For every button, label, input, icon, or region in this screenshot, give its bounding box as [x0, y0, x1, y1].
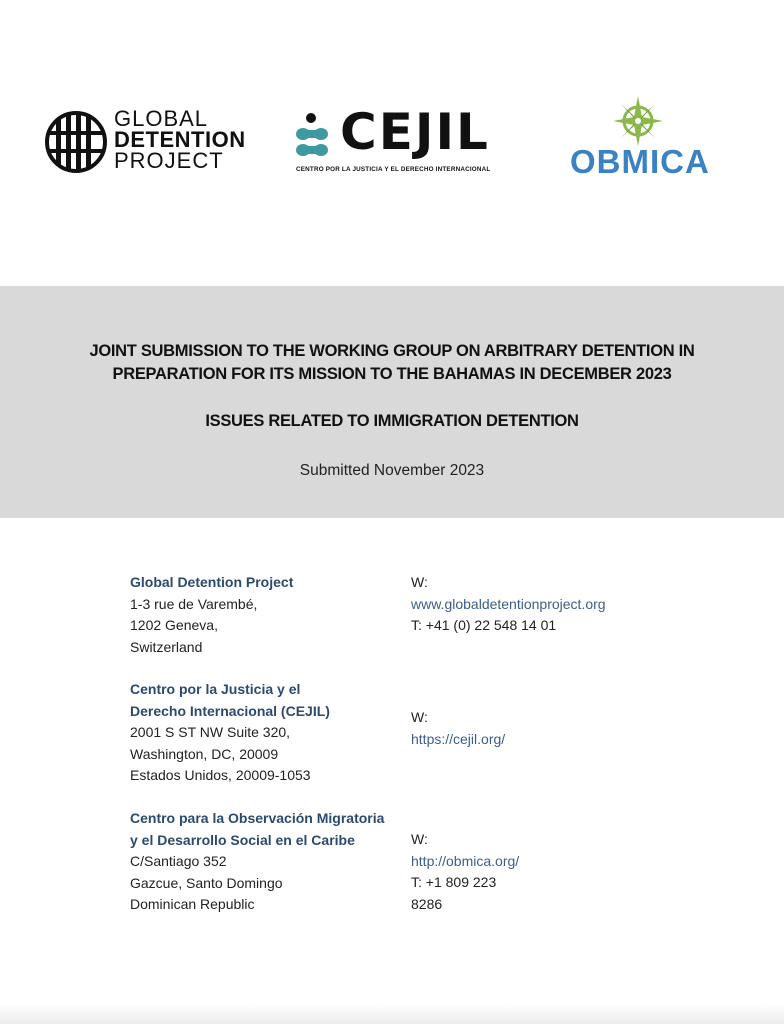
- document-title-line2: PREPARATION FOR ITS MISSION TO THE BAHAMAS IN DECEMBER 2023: [112, 365, 672, 383]
- document-title: [0, 340, 784, 386]
- web-label: W:: [411, 574, 428, 590]
- compass-rose-icon: [611, 94, 665, 148]
- gdp-logo-line1: GLOBAL: [114, 106, 209, 131]
- contact-block-gdp: [130, 572, 606, 658]
- contact-block-obmica: [130, 808, 520, 916]
- web-label: W:: [411, 831, 428, 847]
- org-name: Derecho Internacional (CEJIL): [130, 702, 330, 719]
- gdp-logo-line2: DETENTION: [114, 127, 246, 152]
- document-title-line1: JOINT SUBMISSION TO THE WORKING GROUP ON ARBITRARY DETENTION IN: [89, 342, 695, 360]
- obmica-logo-name: OBMICA: [570, 143, 710, 180]
- cejil-logo: [294, 103, 520, 180]
- address-line: 2001 S ST NW Suite 320,: [130, 724, 291, 740]
- address-line: Switzerland: [130, 638, 203, 655]
- web-label: W:: [411, 709, 428, 725]
- cejil-logo-name: CEJIL: [340, 103, 490, 161]
- address-line: 1202 Geneva,: [130, 617, 218, 633]
- org-name: Centro por la Justicia y el: [130, 681, 301, 697]
- logo-row: [0, 0, 784, 286]
- address-line: Gazcue, Santo Domingo: [130, 874, 283, 891]
- phone-number: T: +41 (0) 22 548 14 01: [411, 617, 557, 633]
- page-bottom-edge: [0, 1004, 784, 1024]
- address-line: 1-3 rue de Varembé,: [130, 595, 258, 612]
- contact-block-cejil: [130, 679, 506, 787]
- web-link[interactable]: www.globaldetentionproject.org: [411, 595, 606, 612]
- phone-number: T: +1 809 223 8286: [411, 874, 497, 912]
- submission-date: Submitted November 2023: [299, 462, 485, 479]
- cejil-logo-subtitle: CENTRO POR LA JUSTICIA Y EL DERECHO INTERNACIONAL: [296, 166, 491, 173]
- gdp-logo-line3: PROJECT: [114, 148, 224, 173]
- globe-grid-icon: [44, 110, 108, 174]
- org-name: Global Detention Project: [130, 574, 294, 590]
- cejil-dots-icon: [294, 112, 334, 162]
- address-line: Washington, DC, 20009: [130, 745, 279, 762]
- document-subtitle: ISSUES RELATED TO IMMIGRATION DETENTION: [205, 412, 579, 430]
- obmica-logo: [566, 94, 726, 184]
- title-banner: [0, 286, 784, 518]
- web-link[interactable]: https://cejil.org/: [411, 730, 506, 747]
- org-name: Centro para la Observación Migratoria: [130, 810, 385, 826]
- address-line: C/Santiago 352: [130, 853, 227, 869]
- web-link[interactable]: http://obmica.org/: [411, 852, 520, 869]
- address-line: Dominican Republic: [130, 896, 255, 912]
- gdp-logo: [44, 108, 274, 178]
- address-line: Estados Unidos, 20009-1053: [130, 767, 311, 783]
- org-name: y el Desarrollo Social en el Caribe: [130, 831, 355, 848]
